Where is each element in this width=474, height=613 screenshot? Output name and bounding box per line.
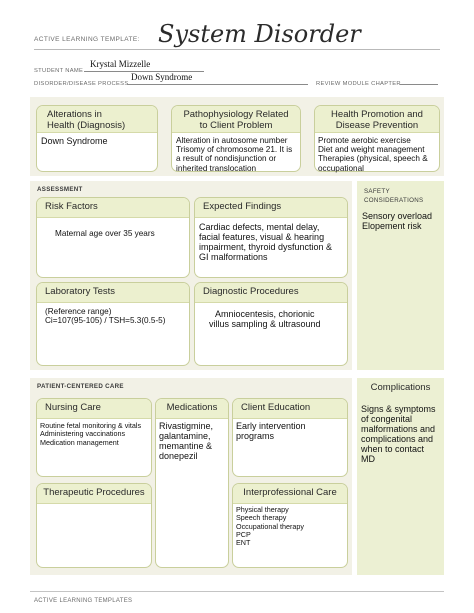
disorder-label: DISORDER/DISEASE PROCESS — [34, 81, 129, 87]
lab-tests-title: Laboratory Tests — [37, 283, 189, 303]
nursing-care-title: Nursing Care — [37, 399, 151, 419]
diagnosis-card-title: Alterations in Health (Diagnosis) — [37, 106, 157, 133]
diagnostic-procedures-card — [194, 282, 348, 366]
pathophysiology-card — [171, 105, 301, 172]
medications-title: Medications — [156, 399, 228, 419]
safety-panel — [357, 181, 444, 370]
template-label: ACTIVE LEARNING TEMPLATE: — [34, 36, 140, 43]
therapeutic-procedures-card — [36, 483, 152, 568]
lab-tests-body: (Reference range) Ci=107(95-105) / TSH=5.3(0.5-5) — [45, 307, 166, 326]
diagnosis-card — [36, 105, 158, 172]
safety-body: Sensory overload Elopement risk — [362, 211, 433, 231]
review-module-field[interactable] — [400, 76, 438, 85]
student-name-field[interactable] — [84, 58, 204, 72]
health-promotion-card-body: Promote aerobic exercise Diet and weight management Therapies (physical, speech & occupational — [318, 136, 428, 173]
therapeutic-procedures-title: Therapeutic Procedures — [37, 484, 151, 504]
medications-body: Rivastigmine, galantamine, memantine & donepezil — [159, 421, 214, 461]
pathophysiology-card-title: Pathophysiology Related to Client Problem — [172, 106, 300, 133]
interprofessional-care-body: Physical therapy Speech therapy Occupational therapy PCP ENT — [236, 505, 304, 548]
health-promotion-card-title: Health Promotion and Disease Prevention — [315, 106, 439, 133]
client-education-body: Early intervention programs — [236, 421, 306, 441]
student-name-value: Krystal Mizzelle — [90, 59, 151, 69]
diagnosis-card-body: Down Syndrome — [41, 136, 108, 146]
complications-body: Signs & symptoms of congenital malformations and complications and when to contact MD — [361, 404, 436, 464]
nursing-care-body: Routine fetal monitoring & vitals Administering vaccinations Medication management — [40, 421, 142, 447]
client-education-title: Client Education — [233, 399, 347, 419]
disorder-field[interactable] — [127, 71, 308, 85]
patient-care-label: PATIENT-CENTERED CARE — [37, 383, 124, 390]
diagnostic-procedures-body: Amniocentesis, chorionic villus sampling & ultrasound — [209, 309, 321, 329]
health-promotion-card — [314, 105, 440, 172]
safety-label: SAFETY CONSIDERATIONS — [364, 188, 424, 204]
assessment-label: ASSESSMENT — [37, 186, 83, 193]
risk-factors-body: Maternal age over 35 years — [55, 229, 155, 238]
risk-factors-title: Risk Factors — [37, 198, 189, 218]
expected-findings-title: Expected Findings — [195, 198, 347, 218]
footer-label: ACTIVE LEARNING TEMPLATES — [34, 598, 133, 604]
review-module-label: REVIEW MODULE CHAPTER — [316, 81, 401, 87]
nursing-care-card — [36, 398, 152, 477]
disorder-value: Down Syndrome — [131, 72, 193, 82]
interprofessional-care-card — [232, 483, 348, 568]
complications-title: Complications — [370, 382, 431, 393]
medications-card — [155, 398, 229, 568]
expected-findings-card — [194, 197, 348, 278]
pathophysiology-card-body: Alteration in autosome number Trisomy of chromosome 21. It is a result of nondisjunction or inherited translocation — [176, 136, 293, 173]
expected-findings-body: Cardiac defects, mental delay, facial features, visual & hearing impairment, thyroid dysfunction & GI malformations — [199, 222, 333, 262]
risk-factors-card — [36, 197, 190, 278]
interprofessional-care-title: Interprofessional Care — [233, 484, 347, 504]
student-name-label: STUDENT NAME — [34, 68, 84, 74]
diagnostic-procedures-title: Diagnostic Procedures — [195, 283, 347, 303]
client-education-card — [232, 398, 348, 477]
header-rule — [34, 49, 440, 50]
footer-rule — [30, 591, 444, 592]
page-title: System Disorder — [158, 20, 361, 48]
lab-tests-card — [36, 282, 190, 366]
